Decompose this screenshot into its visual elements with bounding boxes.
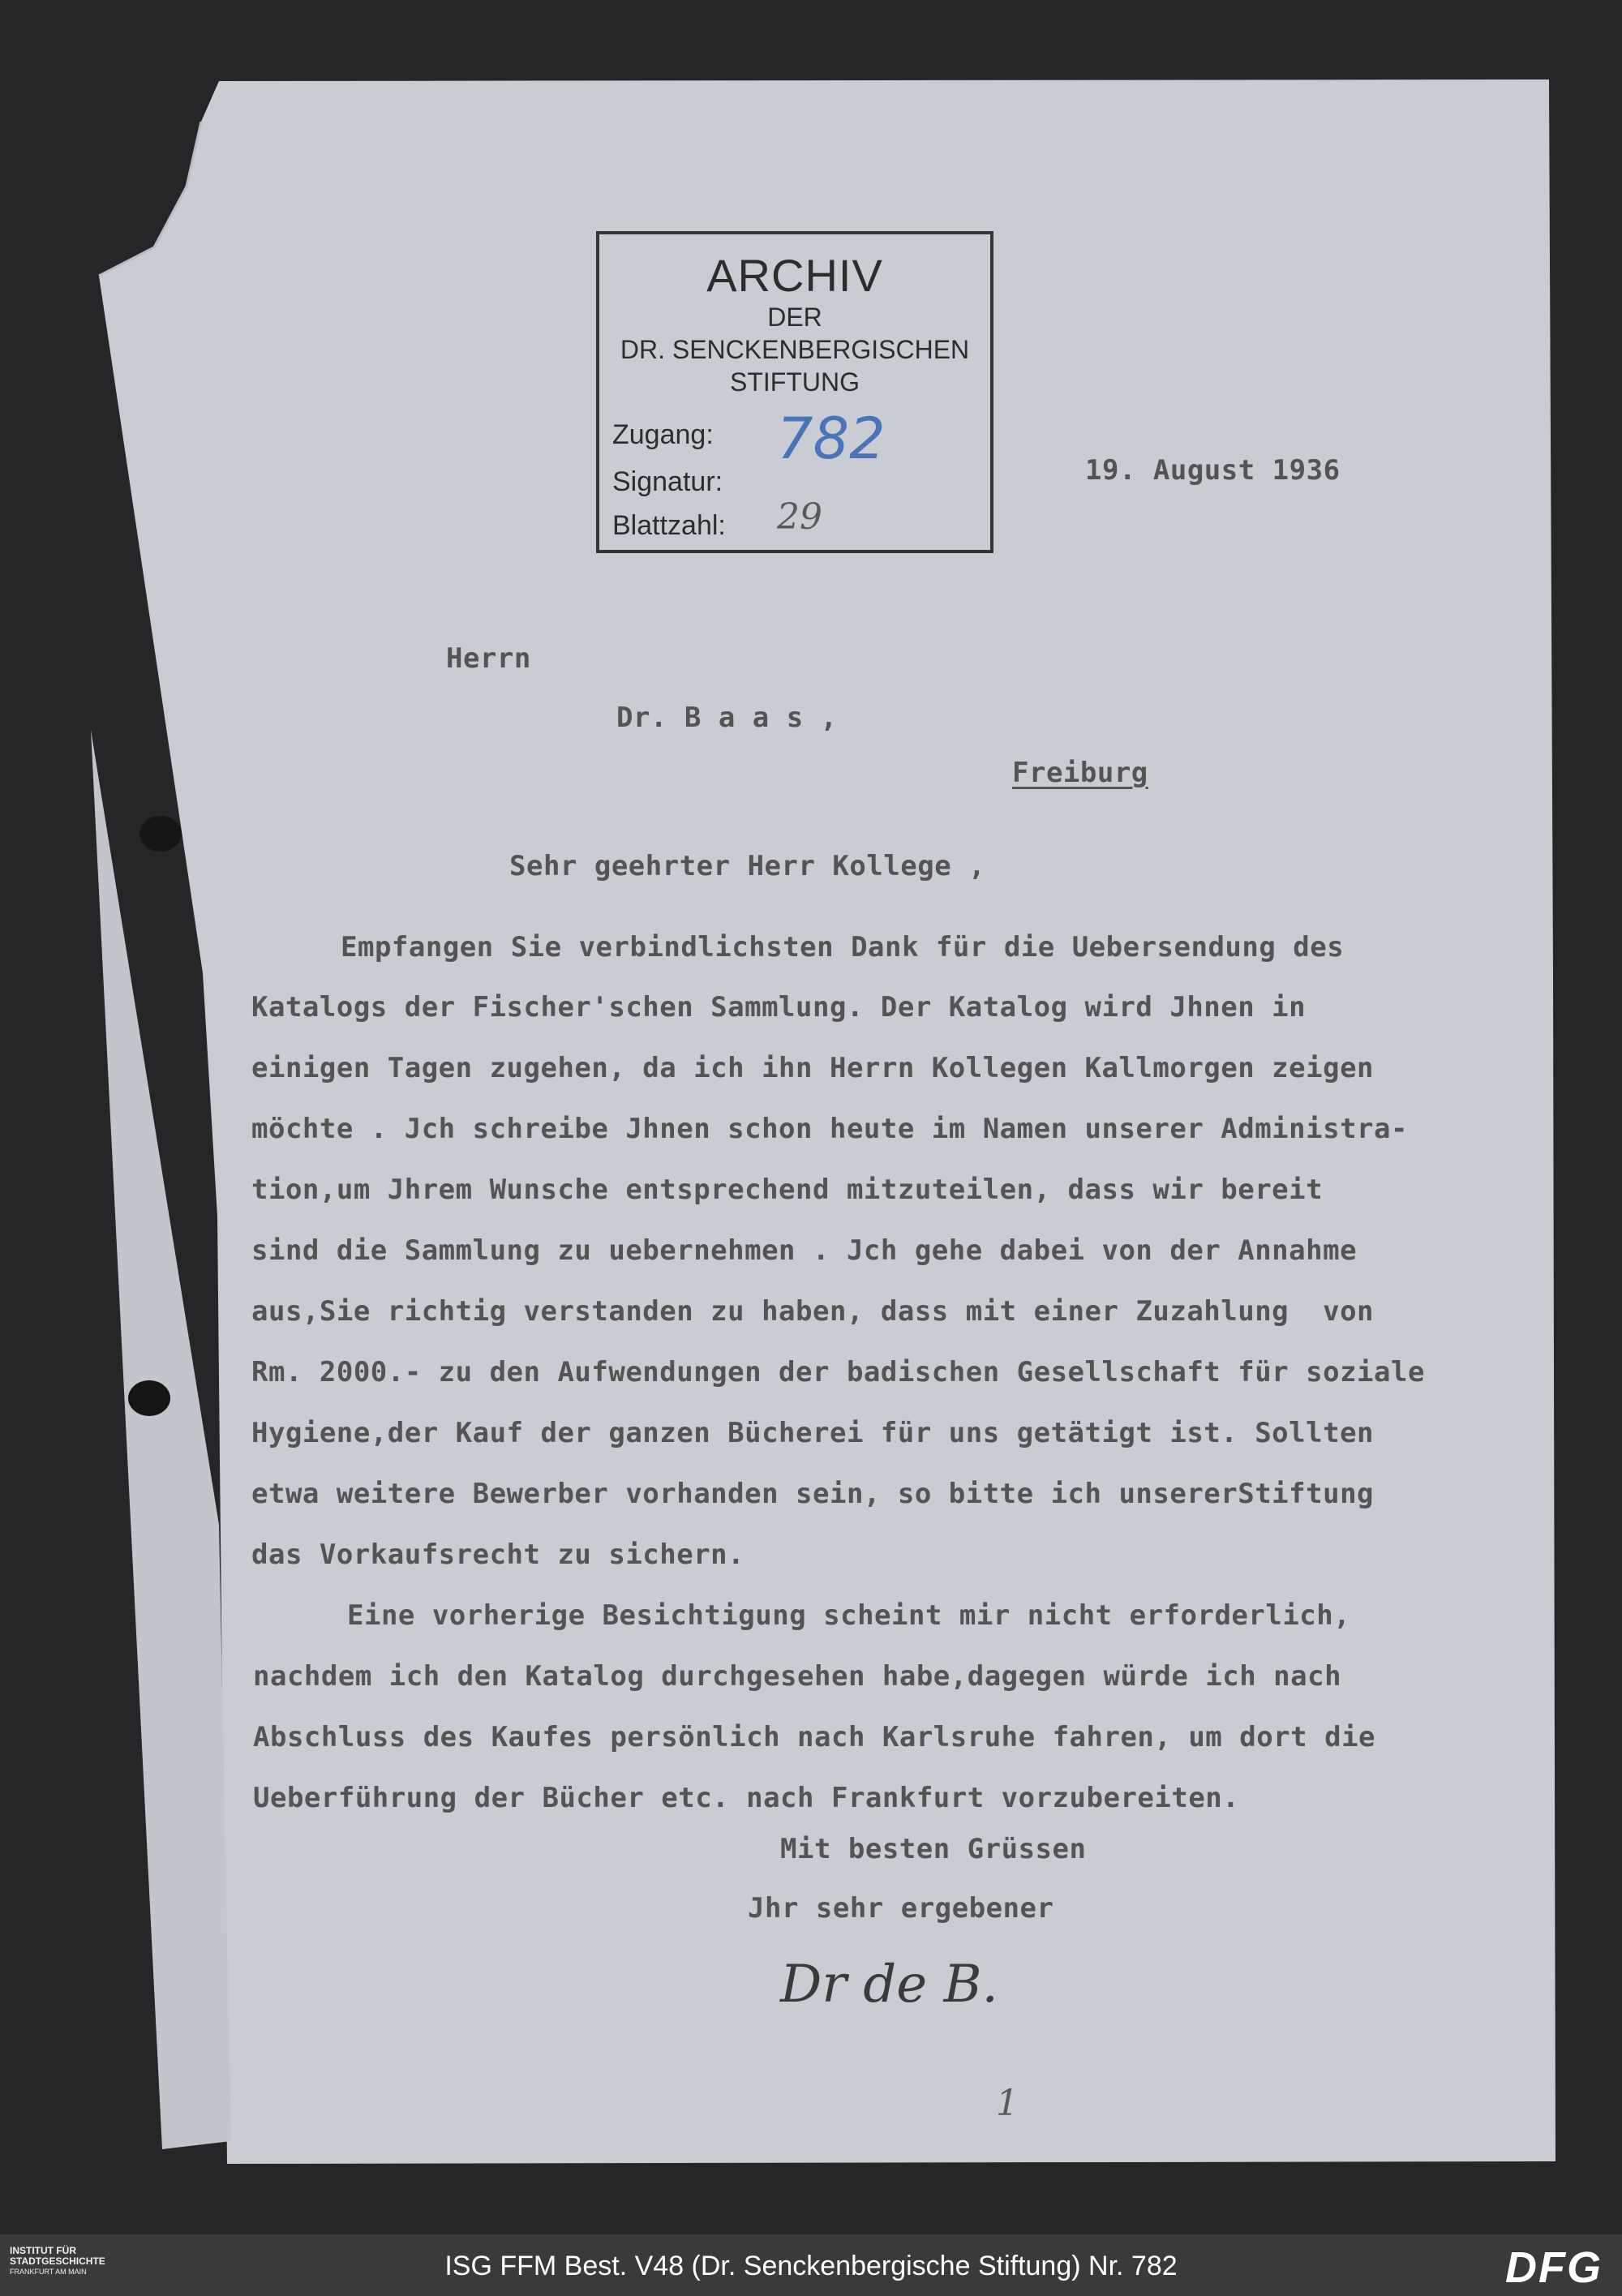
letter-date: 19. August 1936: [1085, 454, 1341, 487]
handwritten-signature: Dr de B.: [780, 1955, 998, 2015]
body-line: Katalogs der Fischer'schen Sammlung. Der Katalog wird Jhnen in: [251, 991, 1307, 1024]
page-mark: 1: [996, 2083, 1019, 2124]
dfg-logo: DFG: [1505, 2243, 1603, 2292]
stamp-zugang-label: Zugang:: [612, 419, 714, 450]
body-line: tion,um Jhrem Wunsche entsprechend mitzuteilen, dass wir bereit: [251, 1174, 1324, 1206]
body-line: Hygiene,der Kauf der ganzen Bücherei für uns getätigt ist. Sollten: [251, 1417, 1375, 1449]
institution-line: STADTGESCHICHTE: [10, 2255, 105, 2267]
body-line: möchte . Jch schreibe Jhnen schon heute im Namen unserer Administra-: [251, 1113, 1408, 1145]
closing-formula: Jhr sehr ergebener: [748, 1892, 1054, 1925]
letter-greeting: Sehr geehrter Herr Kollege ,: [509, 850, 986, 882]
body-line: das Vorkaufsrecht zu sichern.: [251, 1539, 745, 1571]
punch-hole-top: [139, 816, 182, 852]
punch-hole-bottom: [128, 1380, 170, 1416]
stamp-line-stiftung: STIFTUNG: [730, 367, 860, 397]
recipient-name: Dr. B a a s ,: [616, 702, 838, 734]
body-line: Ueberführung der Bücher etc. nach Frankfurt vorzubereiten.: [253, 1782, 1240, 1814]
stamp-line-senckenberg: DR. SENCKENBERGISCHEN: [620, 335, 970, 364]
body-line: nachdem ich den Katalog durchgesehen habe,dagegen würde ich nach: [253, 1660, 1342, 1693]
body-line: aus,Sie richtig verstanden zu haben, dass mit einer Zuzahlung von: [251, 1295, 1375, 1328]
stamp-title: ARCHIV: [706, 250, 883, 301]
stamp-blattzahl-label: Blattzahl:: [612, 510, 726, 541]
archive-caption: ISG FFM Best. V48 (Dr. Senckenbergische Stiftung) Nr. 782: [444, 2251, 1178, 2281]
body-line: Rm. 2000.- zu den Aufwendungen der badischen Gesellschaft für soziale: [251, 1356, 1425, 1388]
recipient-city: Freiburg: [1012, 757, 1148, 789]
body-line: Abschluss des Kaufes persönlich nach Karlsruhe fahren, um dort die: [253, 1721, 1376, 1753]
institution-line: FRANKFURT AM MAIN: [10, 2268, 87, 2276]
body-line: Eine vorherige Besichtigung scheint mir nicht erforderlich,: [347, 1599, 1351, 1632]
body-line: einigen Tagen zugehen, da ich ihn Herrn Kollegen Kallmorgen zeigen: [251, 1052, 1375, 1084]
closing-greeting: Mit besten Grüssen: [780, 1833, 1087, 1865]
stamp-signatur-label: Signatur:: [612, 466, 723, 497]
zugang-number: 782: [777, 406, 886, 472]
body-line: etwa weitere Bewerber vorhanden sein, so bitte ich unsererStiftung: [251, 1478, 1375, 1510]
archive-footer-bar: [0, 2234, 1622, 2296]
stamp-line-der: DER: [767, 303, 822, 332]
salutation-herrn: Herrn: [446, 642, 531, 675]
institution-line: INSTITUT FÜR: [10, 2245, 76, 2256]
body-line: sind die Sammlung zu uebernehmen . Jch gehe dabei von der Annahme: [251, 1234, 1358, 1267]
blattzahl-number: 29: [777, 496, 822, 538]
body-line: Empfangen Sie verbindlichsten Dank für die Uebersendung des: [341, 931, 1345, 963]
